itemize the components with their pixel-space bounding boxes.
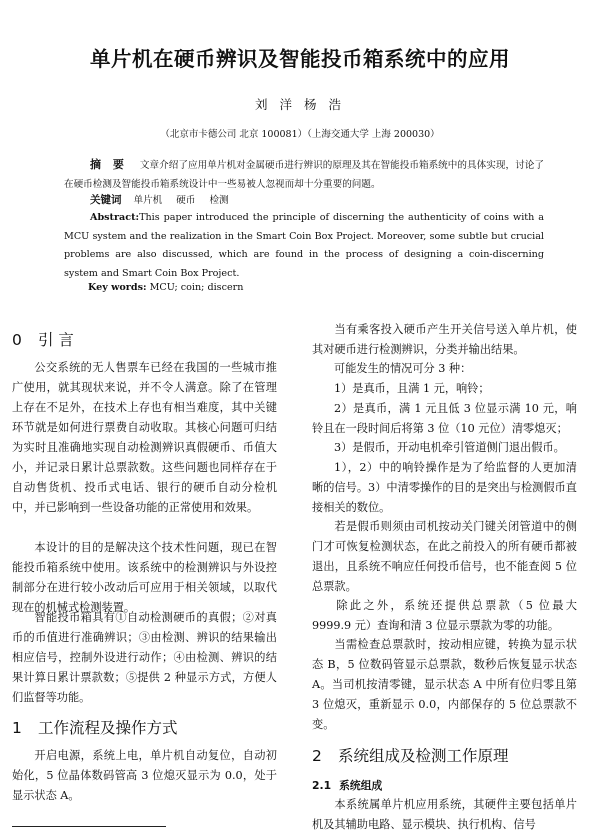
abstract-en-label: Abstract: [90, 212, 140, 223]
section-heading: 0 引 言 [12, 331, 74, 349]
paragraph: 1），2）中的响铃操作是为了给监督的人更加清晰的信号。3）中清零操作的目的是突出与检测假币直接相关的数位。 [312, 461, 577, 514]
keywords-en [88, 282, 243, 293]
keywords-en-text: MCU; coin; discern [149, 282, 244, 293]
paragraph: 智能投币箱具有①自动检测硬币的真假；②对真币的币值进行准确辨识；③由检测、辨识的结果输出相应信号，控制外设进行动作；④由检测、辨识的结果计算日累计票款数；⑤提供 2 种显示方式，方便人们监督等功能。 [12, 611, 277, 704]
paragraph: 3）是假币，开动电机牵引管道侧门退出假币。 [334, 441, 565, 454]
paragraph: 本设计的目的是解决这个技术性问题，现已在智能投币箱系统中使用。该系统中的检测辨识与外设控制部分在进行较小改动后可应用于相关领域，以取代现在的机械式检测装置。 [12, 541, 277, 614]
keywords-label: 关键词 [90, 194, 122, 206]
paragraph: 公交系统的无人售票车已经在我国的一些城市推广使用，就其现状来说，并不令人满意。除了在管理上存在不足外，在技术上存也有相当难度，其中关键环节就是如何进行票费自动收取。其核心问题可归结为实时且准确地实现自动检测辨识真假硬币、币值大小，并记录日累计总票款数。这些问题也同样存在于自动售货机、投币式电话、银行的硬币自动分检机中，并已影响到一些设备功能的正常使用和效果。 [12, 361, 277, 514]
abstract-en-text: This paper introduced the principle of discerning the authenticity of coins with a MCU system and the realization in the Smart Coin Box Project. Moreover, some subtle but crucial problems are also discussed, which are found in the process of designing a coin-discerning system and Smart Coin Box Project. [64, 212, 544, 279]
paragraph: 当有乘客投入硬币产生开关信号送入单片机，使其对硬币进行检测辨识，分类并输出结果。 [312, 323, 577, 356]
keywords-zh [90, 192, 243, 209]
keyword-zh: 单片机 [133, 195, 163, 206]
paper-title: 单片机在硬币辨识及智能投币箱系统中的应用 [90, 47, 510, 71]
abstract-zh [64, 156, 544, 194]
paragraph: 1）是真币，且满 1 元，响铃； [334, 382, 490, 395]
paragraph: 当需检查总票款时，按动相应键，转换为显示状态 B，5 位数码管显示总票款，数秒后恢复显示状态 A。当司机按清零键，显示状态 A 中所有位归零且第 3 位熄灭，重新显示 0.0，内部保存的 5 位总票款不变。 [312, 638, 577, 731]
paragraph: 可能发生的情况可分 3 种： [334, 362, 472, 375]
footnote-rule [12, 826, 166, 827]
subsection-heading: 2.1 系统组成 [312, 779, 383, 792]
abstract-label: 摘 要 [90, 158, 128, 171]
paragraph: 除此之外，系统还提供总票款（5 位最大 9999.9 元）查询和清 3 位显示票款为零的功能。 [312, 599, 577, 632]
paper-authors: 刘 洋 杨 浩 [255, 97, 345, 112]
section-heading: 1 工作流程及操作方式 [12, 719, 178, 737]
keyword-zh: 检测 [209, 195, 229, 206]
abstract-zh-text: 文章介绍了应用单片机对金属硬币进行辨识的原理及其在智能投币箱系统中的具体实现，讨论了在硬币检测及智能投币箱系统设计中一些易被人忽视而却十分重要的问题。 [64, 160, 544, 190]
paragraph: 若是假币则须由司机按动关门键关闭管道中的侧门才可恢复检测状态，在此之前投入的所有硬币都被退出，且系统不响应任何投币信号，也不能查阅 5 位总票款。 [312, 520, 577, 593]
paper-affiliation: （北京市卡德公司 北京 100081）（上海交通大学 上海 200030） [160, 129, 440, 140]
keywords-en-label: Key words: [88, 282, 147, 293]
paragraph: 本系统属单片机应用系统，其硬件主要包括单片机及其辅助电路、显示模块、执行机构、信号 [312, 798, 577, 831]
keyword-zh: 硬币 [176, 195, 196, 206]
section-heading: 2 系统组成及检测工作原理 [312, 747, 509, 765]
abstract-en [64, 209, 544, 283]
paragraph: 2）是真币，满 1 元且低 3 位显示满 10 元，响铃且在一段时间后将第 3 位（10 元位）清零熄灭； [312, 402, 577, 435]
paragraph: 开启电源，系统上电，单片机自动复位，自动初始化，5 位晶体数码管高 3 位熄灭显示为 0.0，处于显示状态 A。 [12, 749, 277, 802]
